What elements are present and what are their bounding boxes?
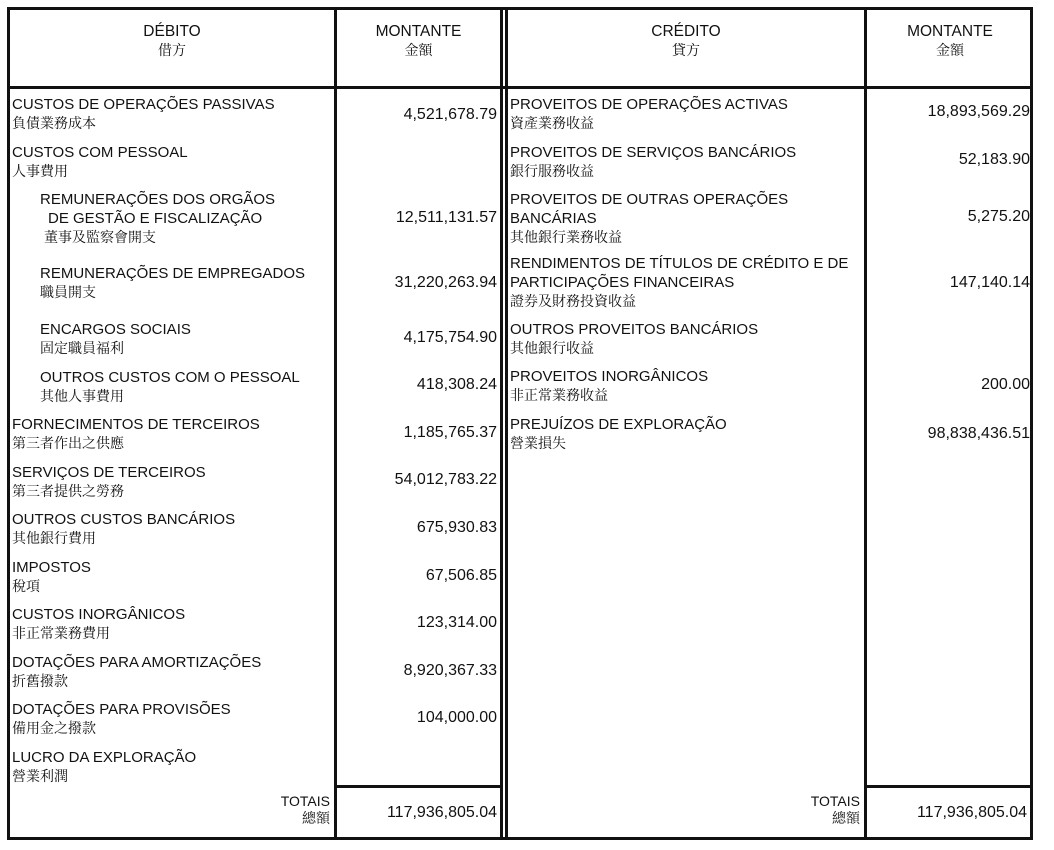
column-divider [864,7,867,840]
debit-item [12,558,91,596]
debit-item-label-zh: 其他人事費用 [40,388,124,404]
debit-item [12,605,185,643]
debit-item-label: REMUNERAÇÕES DE EMPREGADOS [40,265,306,282]
header-divider [7,86,1033,89]
debit-amount: 31,220,263.94 [394,274,497,291]
credit-amount: 200.00 [981,376,1030,393]
totals-divider [334,785,503,788]
column-divider [500,7,503,840]
credit-amount: 147,140.14 [949,274,1030,291]
debit-item [40,264,305,302]
credit-item-label: PROVEITOS DE OPERAÇÕES ACTIVAS [510,96,788,113]
debit-header: DÉBITO 借方 [143,23,201,58]
debit-item-label: CUSTOS DE OPERAÇÕES PASSIVAS [12,96,275,113]
debit-item-label-zh: 固定職員福利 [40,340,124,356]
debit-amount: 67,506.85 [425,567,497,584]
credit-item [510,190,788,247]
debit-amount: 1,185,765.37 [403,424,497,441]
debit-amount: 675,930.83 [416,519,497,536]
debit-item-label-zh: 其他銀行費用 [12,530,96,546]
credit-item [510,95,788,133]
debit-item-label-zh: 折舊撥款 [12,673,68,689]
debit-amount: 418,308.24 [416,376,497,393]
debit-item-label-zh: 第三者提供之勞務 [12,483,124,499]
credit-header: CRÉDITO 貸方 [651,23,721,58]
debit-item-label: FORNECIMENTOS DE TERCEIROS [12,416,260,433]
credit-amount: 18,893,569.29 [927,103,1030,120]
credit-amount: 98,838,436.51 [927,425,1030,442]
credit-item-label: OUTROS PROVEITOS BANCÁRIOS [510,321,759,338]
debit-item-label-zh: 第三者作出之供應 [12,435,124,451]
debit-item-label: CUSTOS INORGÂNICOS [12,606,186,623]
credit-item-label-zh: 證券及財務投資收益 [510,293,636,309]
credit-item [510,143,796,181]
debit-amount: 4,175,754.90 [403,329,497,346]
credit-item [510,254,848,311]
debit-item-label: ENCARGOS SOCIAIS [40,321,191,338]
credit-total: 117,936,805.04 [916,804,1027,821]
debit-item [12,415,260,453]
debit-amount: 54,012,783.22 [394,471,497,488]
debit-item [12,463,206,501]
credit-item-label: RENDIMENTOS DE TÍTULOS DE CRÉDITO E DE [510,255,849,272]
debit-item [12,748,196,786]
column-divider [334,7,337,840]
debit-item [12,653,261,691]
credit-item-label-zh: 營業損失 [510,435,566,451]
debit-item-label: DE GESTÃO E FISCALIZAÇÃO [48,210,263,227]
debit-item-label: OUTROS CUSTOS BANCÁRIOS [12,511,236,528]
credit-item-label-zh: 資產業務收益 [510,115,594,131]
totals-divider [864,785,1033,788]
credit-item-label-zh: 非正常業務收益 [510,387,608,403]
credit-amount: 5,275.20 [967,208,1030,225]
credit-item-label-zh: 其他銀行業務收益 [510,229,622,245]
debit-item-label-zh: 非正常業務費用 [12,625,110,641]
debit-item [40,190,275,247]
credit-item-label: PROVEITOS DE OUTRAS OPERAÇÕES [510,191,789,208]
amount-header: MONTANTE 金額 [907,23,993,58]
debit-item-label-zh: 營業利潤 [12,768,68,784]
debit-item-label: DOTAÇÕES PARA AMORTIZAÇÕES [12,654,262,671]
debit-item-label: DOTAÇÕES PARA PROVISÕES [12,701,231,718]
debit-amount: 8,920,367.33 [403,662,497,679]
debit-item-label-zh: 職員開支 [40,284,96,300]
debit-item-label-zh: 負債業務成本 [12,115,96,131]
debit-amount: 123,314.00 [416,614,497,631]
debit-total: 117,936,805.04 [386,804,497,821]
debit-item [40,320,191,358]
credit-item-label: PROVEITOS INORGÂNICOS [510,368,709,385]
totals-label-debit: TOTAIS 總額 [280,793,330,826]
debit-item [12,510,235,548]
credit-item-label-zh: 銀行服務收益 [510,163,594,179]
debit-item-label: CUSTOS COM PESSOAL [12,144,188,161]
credit-item-label: PROVEITOS DE SERVIÇOS BANCÁRIOS [510,144,797,161]
debit-item-label-zh: 董事及監察會開支 [44,229,156,245]
debit-item-label: OUTROS CUSTOS COM O PESSOAL [40,369,300,386]
credit-item [510,320,758,358]
debit-item-label-zh: 人事費用 [12,163,68,179]
credit-item [510,415,727,453]
debit-amount: 4,521,678.79 [403,106,497,123]
amount-header: MONTANTE 金額 [375,23,462,58]
debit-item [12,700,231,738]
debit-item-label-zh: 備用金之撥款 [12,720,96,736]
debit-item-label: SERVIÇOS DE TERCEIROS [12,464,206,481]
credit-item-label: PREJUÍZOS DE EXPLORAÇÃO [510,416,727,433]
debit-item [12,143,188,181]
debit-item-label-zh: 稅項 [12,578,40,594]
debit-item [12,95,275,133]
column-divider [505,7,508,840]
credit-amount: 52,183.90 [958,151,1030,168]
totals-label-credit: TOTAIS 總額 [810,793,860,826]
debit-item [40,368,300,406]
credit-item [510,367,708,405]
debit-amount: 104,000.00 [416,709,497,726]
credit-item-label: PARTICIPAÇÕES FINANCEIRAS [510,274,735,291]
credit-item-label: BANCÁRIAS [510,210,597,227]
debit-item-label: LUCRO DA EXPLORAÇÃO [12,749,197,766]
debit-item-label: IMPOSTOS [12,559,91,576]
debit-amount: 12,511,131.57 [395,209,497,226]
credit-item-label-zh: 其他銀行收益 [510,340,594,356]
debit-item-label: REMUNERAÇÕES DOS ORGÃOS [40,191,276,208]
